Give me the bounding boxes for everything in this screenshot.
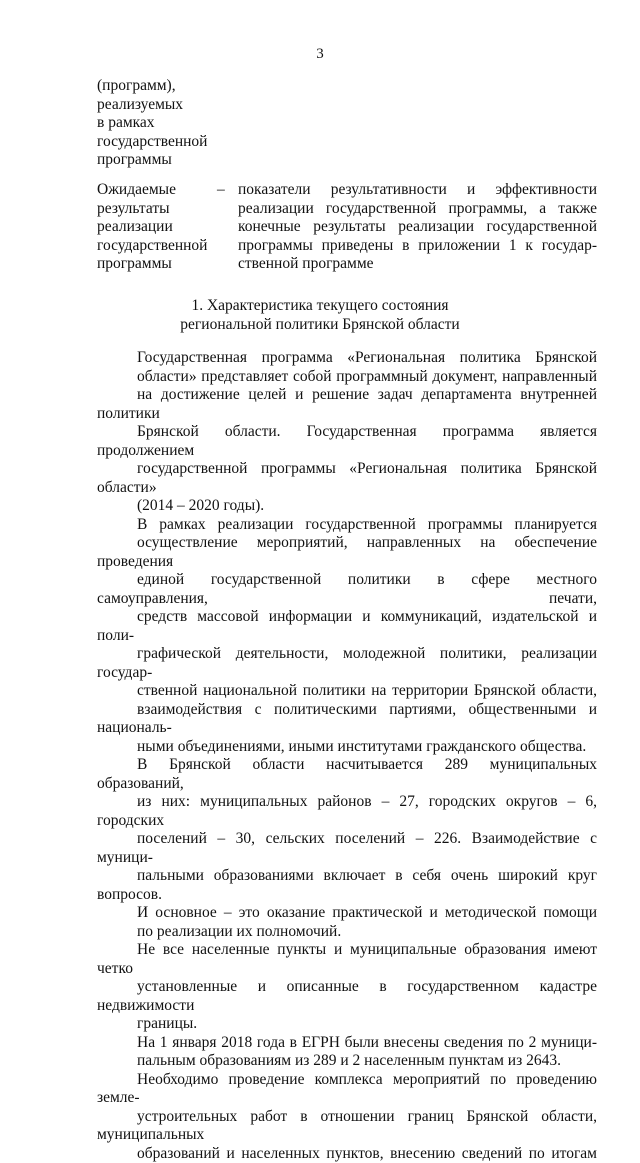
paragraph-line: из них: муниципальных районов – 27, городских округов – 6, городских <box>97 793 597 830</box>
label-line: (программ), <box>97 77 597 96</box>
paragraph-line: по реализации их полномочий. <box>97 923 597 942</box>
paragraph-line: Государственная программа «Региональная политика Брянской <box>97 349 597 368</box>
passport-row-label <box>97 77 597 170</box>
paragraph-line: средств массовой информации и коммуникаций, издательской и поли- <box>97 608 597 645</box>
passport-row-label <box>97 181 217 274</box>
paragraph <box>97 1034 597 1071</box>
paragraph <box>97 941 597 1034</box>
paragraph-line: (2014 – 2020 годы). <box>97 497 597 516</box>
paragraph-line: В Брянской области насчитывается 289 муниципальных образований, <box>97 756 597 793</box>
paragraph-line: пальными образованиями включает в себя очень широкий круг вопросов. <box>97 867 597 904</box>
paragraph-line: на достижение целей и решение задач департамента внутренней политики <box>97 386 597 423</box>
paragraph-line: границы. <box>97 1015 597 1034</box>
label-line: Ожидаемые <box>97 181 217 200</box>
paragraph-line: установленные и описанные в государственном кадастре недвижимости <box>97 978 597 1015</box>
paragraph <box>97 349 597 516</box>
paragraph-line: Брянской области. Государственная программа является продолжением <box>97 423 597 460</box>
paragraph-line: На 1 января 2018 года в ЕГРН были внесены сведения по 2 муници- <box>97 1034 597 1053</box>
paragraph-line: графической деятельности, молодежной политики, реализации государ- <box>97 645 597 682</box>
value-line: показатели результативности и эффективности <box>238 181 597 200</box>
label-line: государственной <box>97 133 597 152</box>
paragraph-line: государственной программы «Региональная политика Брянской области» <box>97 460 597 497</box>
paragraph-line: образований и населенных пунктов, внесению сведений по итогам <box>97 1145 597 1163</box>
passport-row-programs <box>97 77 597 170</box>
paragraph-line: ственной национальной политики на территории Брянской области, <box>97 682 597 701</box>
paragraph-line: В рамках реализации государственной программы планируется <box>97 516 597 535</box>
section-heading <box>0 296 640 334</box>
passport-row-value <box>238 181 597 274</box>
paragraph <box>97 756 597 941</box>
value-line: программы приведены в приложении 1 к государ- <box>238 237 597 256</box>
heading-line: региональной политики Брянской области <box>0 315 640 334</box>
page-number: 3 <box>0 45 640 63</box>
paragraph-line: пальным образованиям из 289 и 2 населенным пунктам из 2643. <box>97 1052 597 1071</box>
paragraph-line: Необходимо проведение комплекса мероприятий по проведению земле- <box>97 1071 597 1108</box>
paragraph-line: поселений – 30, сельских поселений – 226. Взаимодействие с муници- <box>97 830 597 867</box>
value-line: ственной программе <box>238 255 597 274</box>
label-line: реализуемых <box>97 96 597 115</box>
label-line: программы <box>97 255 217 274</box>
paragraph-line: взаимодействия с политическими партиями, общественными и националь- <box>97 701 597 738</box>
paragraph-line: области» представляет собой программный документ, направленный <box>97 368 597 387</box>
paragraph-line: И основное – это оказание практической и методической помощи <box>97 904 597 923</box>
value-line: конечные результаты реализации государственной <box>238 218 597 237</box>
value-line: реализации государственной программы, а также <box>238 200 597 219</box>
heading-line: 1. Характеристика текущего состояния <box>0 296 640 315</box>
label-line: государственной <box>97 237 217 256</box>
paragraph-line: устроительных работ в отношении границ Брянской области, муниципальных <box>97 1108 597 1145</box>
label-line: программы <box>97 151 597 170</box>
paragraph-line: Не все населенные пункты и муниципальные образования имеют четко <box>97 941 597 978</box>
paragraph-line: ными объединениями, иными институтами гражданского общества. <box>97 738 597 757</box>
label-line: результаты <box>97 200 217 219</box>
paragraph-line: осуществление мероприятий, направленных на обеспечение проведения <box>97 534 597 571</box>
paragraph <box>97 516 597 757</box>
label-line: в рамках <box>97 114 597 133</box>
dash-separator: – <box>217 181 225 200</box>
paragraph-line: единой государственной политики в сфере местного самоуправления, печати, <box>97 571 597 608</box>
paragraph <box>97 1071 597 1163</box>
label-line: реализации <box>97 218 217 237</box>
body-text <box>97 349 597 1163</box>
